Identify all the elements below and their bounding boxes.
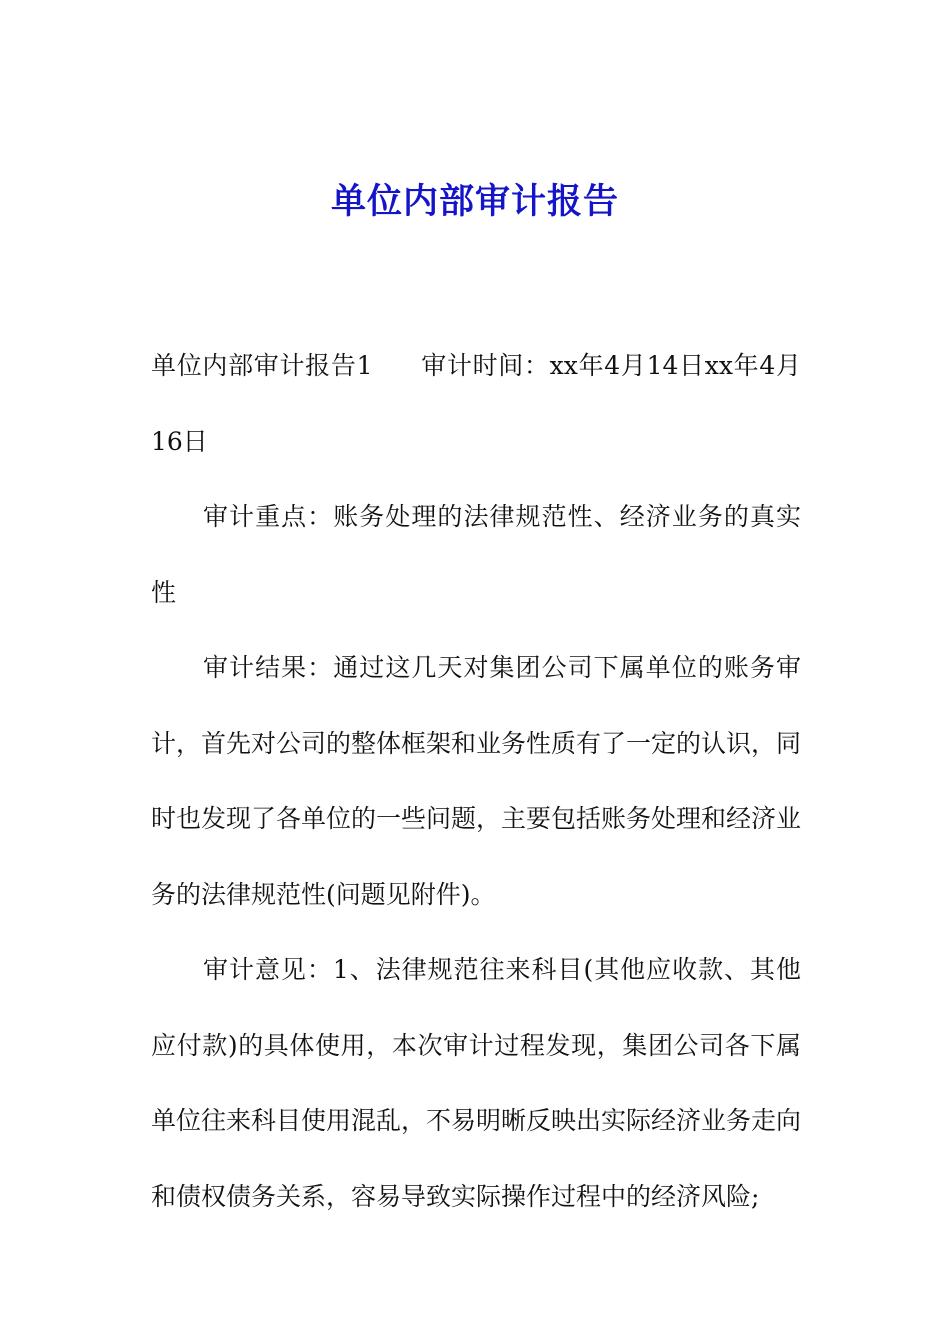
paragraph-audit-opinion: 审计意见：1、法律规范往来科目(其他应收款、其他应付款)的具体使用，本次审计过程发现，集团公司各下属单位往来科目使用混乱，不易明晰反映出实际经济业务走向和债权债务关系，容易导致实际操作过程中的经济风险;	[151, 955, 802, 1211]
paragraph-audit-time	[151, 328, 801, 479]
document-title: 单位内部审计报告	[330, 181, 619, 222]
paragraph-audit-focus: 审计重点：账务处理的法律规范性、经济业务的真实性	[151, 502, 801, 607]
document-body	[151, 328, 801, 1234]
paragraph-audit-result: 审计结果：通过这几天对集团公司下属单位的账务审计，首先对公司的整体框架和业务性质有了一定的认识，同时也发现了各单位的一些问题，主要包括账务处理和经济业务的法律规范性(问题见附件)。	[151, 653, 802, 909]
report-label: 单位内部审计报告1	[151, 351, 373, 380]
audit-time-text: 审计时间：xx年4月14日xx年4月16日	[151, 351, 801, 456]
